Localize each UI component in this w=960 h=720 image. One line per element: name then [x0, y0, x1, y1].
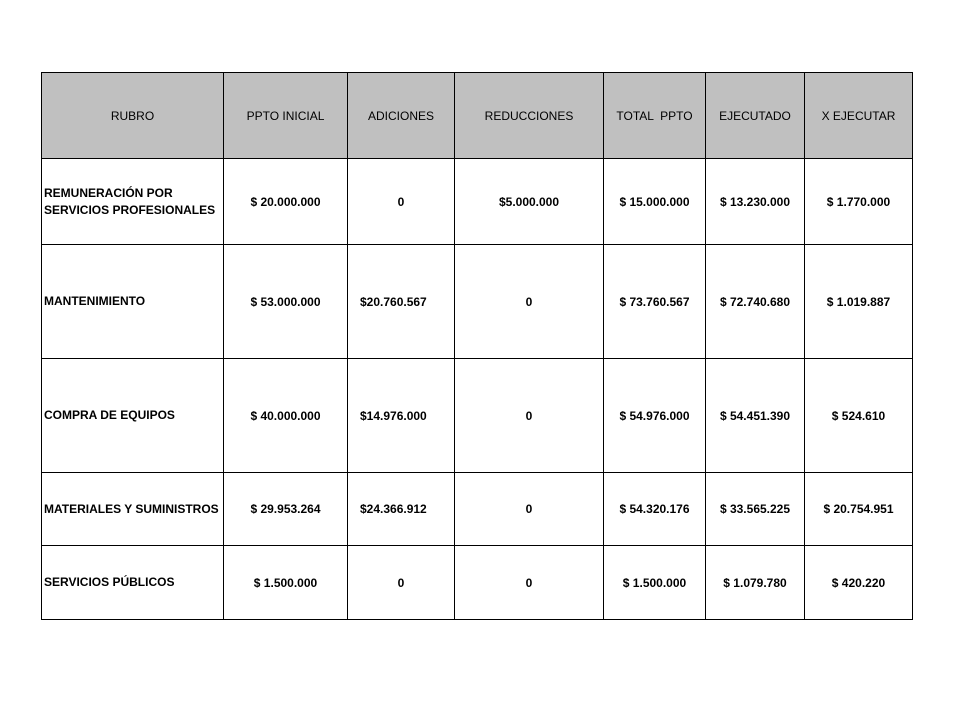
cell-total-ppto: $ 15.000.000 — [604, 159, 706, 245]
table-row — [42, 546, 913, 620]
header-ejecutado: EJECUTADO — [706, 73, 805, 159]
cell-ppto-inicial: $ 1.500.000 — [224, 546, 348, 620]
header-row — [42, 73, 913, 159]
cell-rubro: SERVICIOS PÚBLICOS — [42, 546, 224, 620]
header-adiciones: ADICIONES — [348, 73, 455, 159]
cell-adiciones: $14.976.000 — [348, 359, 455, 473]
cell-reducciones: $5.000.000 — [455, 159, 604, 245]
table-row — [42, 473, 913, 546]
header-x-ejecutar: X EJECUTAR — [805, 73, 913, 159]
cell-rubro: COMPRA DE EQUIPOS — [42, 359, 224, 473]
cell-adiciones: $20.760.567 — [348, 245, 455, 359]
cell-ejecutado: $ 13.230.000 — [706, 159, 805, 245]
header-ppto-inicial: PPTO INICIAL — [224, 73, 348, 159]
cell-rubro: REMUNERACIÓN POR SERVICIOS PROFESIONALES — [42, 159, 224, 245]
header-total-ppto: TOTAL PPTO — [604, 73, 706, 159]
cell-reducciones: 0 — [455, 473, 604, 546]
cell-x-ejecutar: $ 524.610 — [805, 359, 913, 473]
cell-adiciones: 0 — [348, 546, 455, 620]
header-reducciones: REDUCCIONES — [455, 73, 604, 159]
cell-ejecutado: $ 1.079.780 — [706, 546, 805, 620]
cell-reducciones: 0 — [455, 546, 604, 620]
cell-x-ejecutar: $ 1.019.887 — [805, 245, 913, 359]
cell-adiciones: 0 — [348, 159, 455, 245]
cell-rubro: MANTENIMIENTO — [42, 245, 224, 359]
cell-total-ppto: $ 54.320.176 — [604, 473, 706, 546]
budget-table — [41, 72, 913, 620]
cell-reducciones: 0 — [455, 359, 604, 473]
cell-total-ppto: $ 73.760.567 — [604, 245, 706, 359]
table-row — [42, 359, 913, 473]
cell-ejecutado: $ 72.740.680 — [706, 245, 805, 359]
cell-x-ejecutar: $ 420.220 — [805, 546, 913, 620]
cell-ejecutado: $ 33.565.225 — [706, 473, 805, 546]
cell-ppto-inicial: $ 53.000.000 — [224, 245, 348, 359]
cell-adiciones: $24.366.912 — [348, 473, 455, 546]
cell-ejecutado: $ 54.451.390 — [706, 359, 805, 473]
cell-ppto-inicial: $ 40.000.000 — [224, 359, 348, 473]
cell-x-ejecutar: $ 20.754.951 — [805, 473, 913, 546]
cell-ppto-inicial: $ 29.953.264 — [224, 473, 348, 546]
cell-rubro: MATERIALES Y SUMINISTROS — [42, 473, 224, 546]
cell-reducciones: 0 — [455, 245, 604, 359]
cell-total-ppto: $ 1.500.000 — [604, 546, 706, 620]
cell-total-ppto: $ 54.976.000 — [604, 359, 706, 473]
table-row — [42, 245, 913, 359]
cell-x-ejecutar: $ 1.770.000 — [805, 159, 913, 245]
header-rubro: RUBRO — [42, 73, 224, 159]
table-row — [42, 159, 913, 245]
cell-ppto-inicial: $ 20.000.000 — [224, 159, 348, 245]
